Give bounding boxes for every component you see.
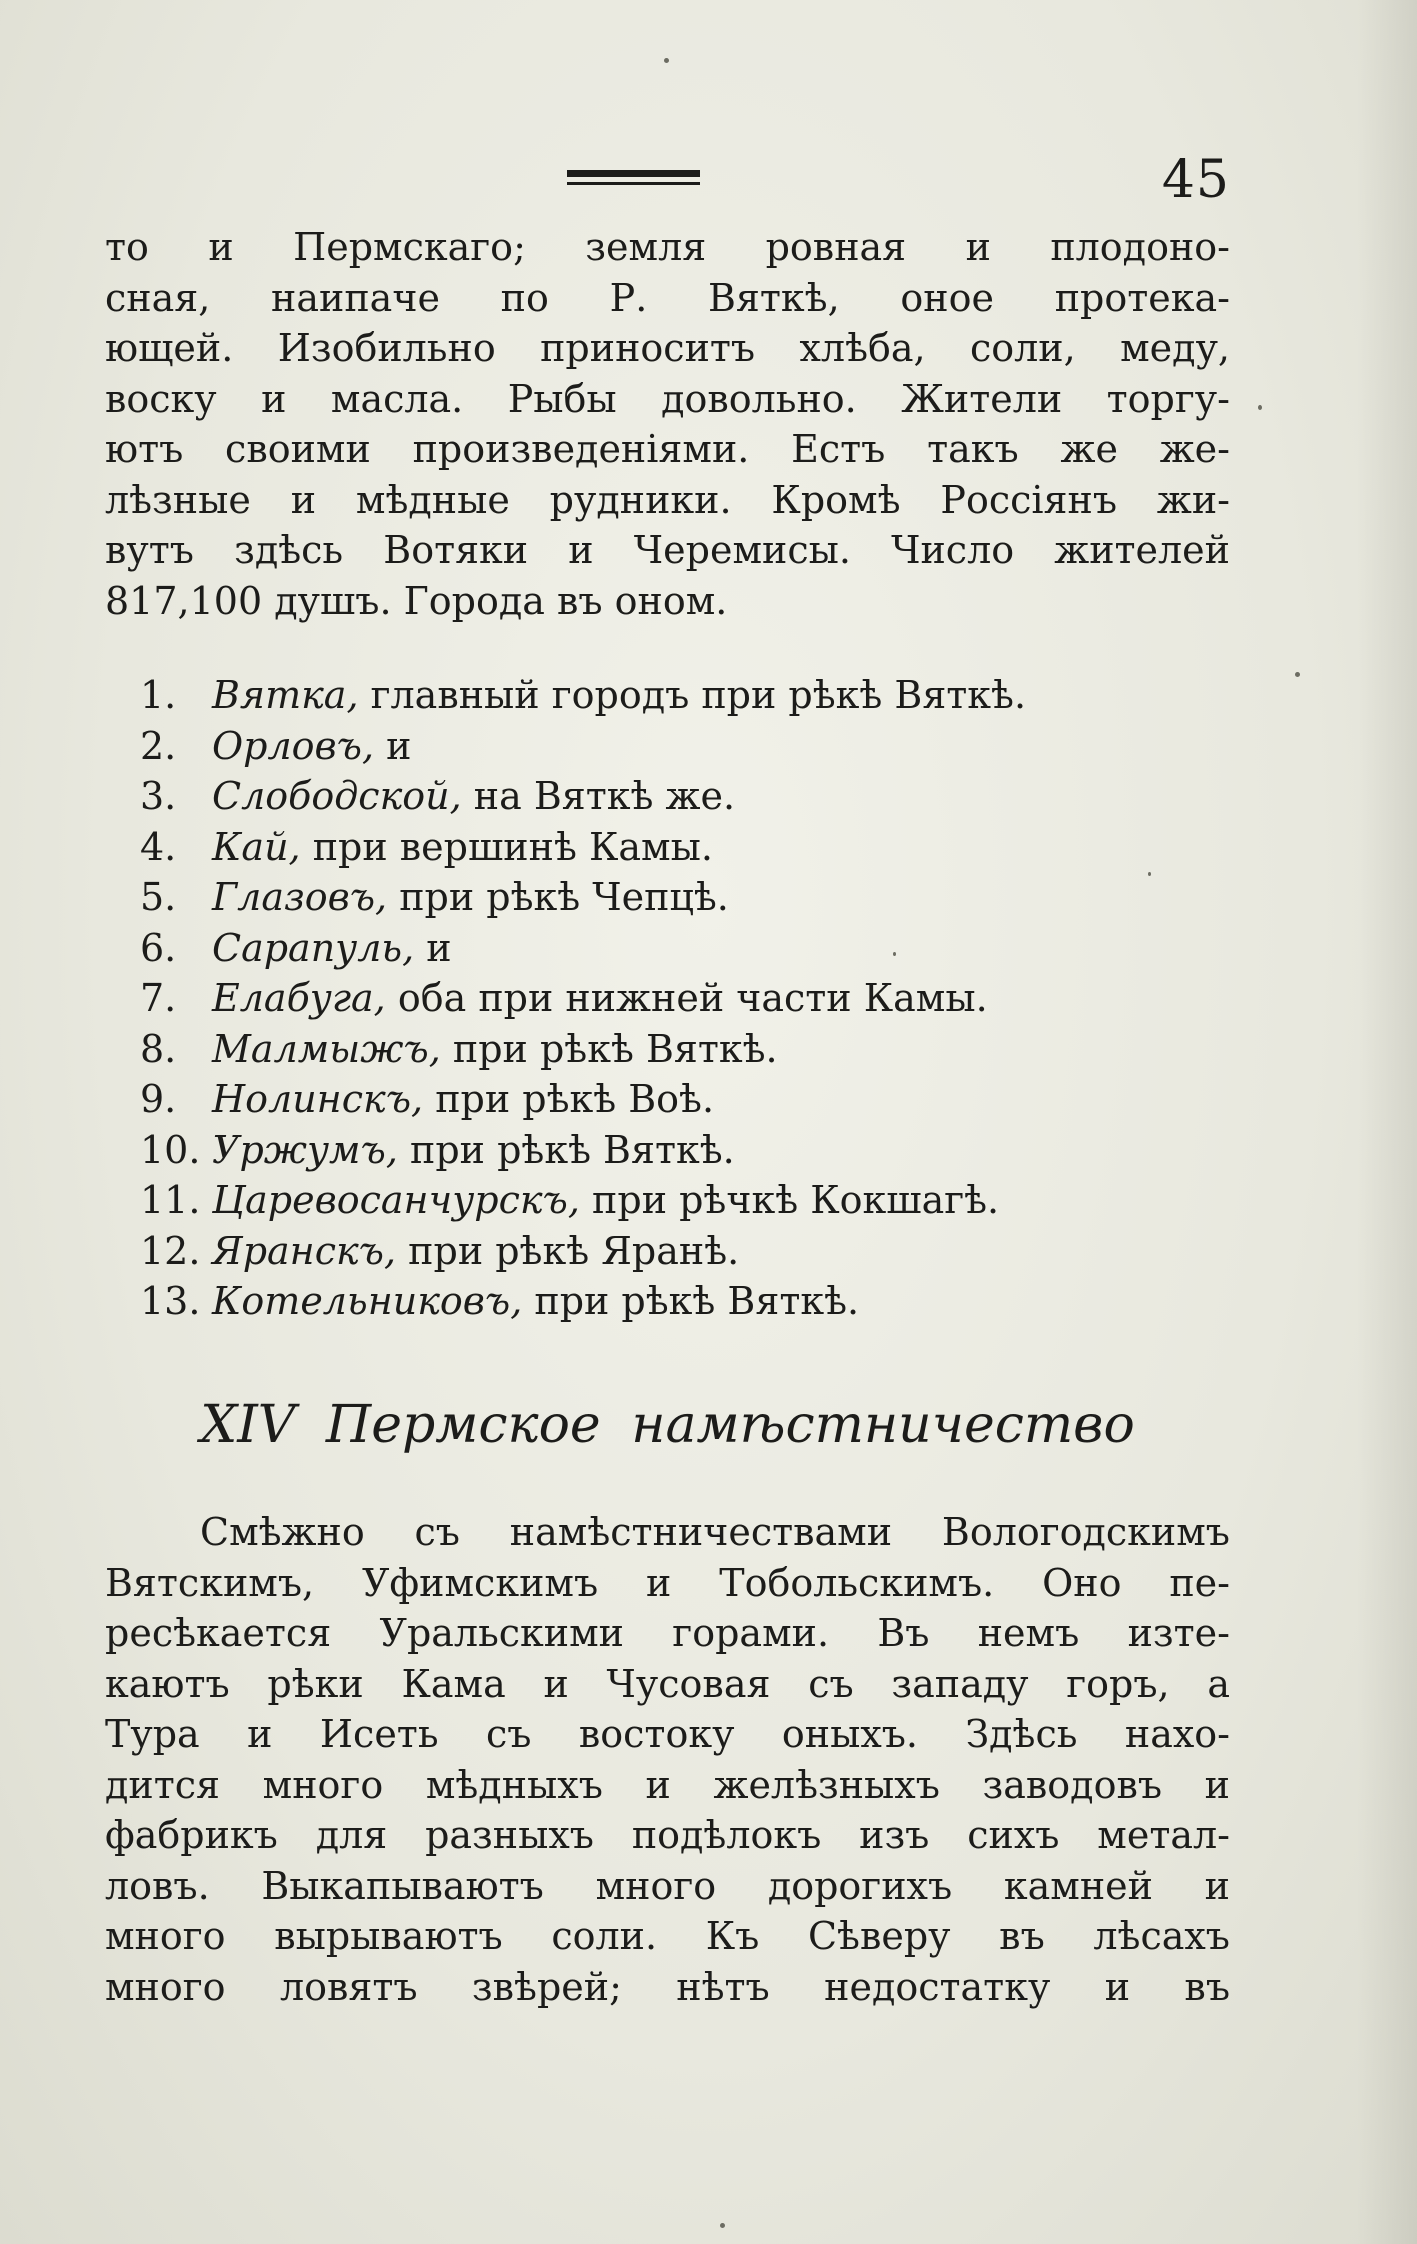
item-number: 4. bbox=[140, 824, 177, 869]
city-name: Кай, bbox=[212, 824, 301, 869]
text-line: сная, наипаче по Р. Вяткѣ, оное протека- bbox=[105, 275, 1230, 320]
text-line: Тура и Исеть съ востоку оныхъ. Здѣсь нахо- bbox=[105, 1712, 1230, 1756]
city-description: при рѣкѣ Вяткѣ. bbox=[397, 1127, 735, 1172]
city-name: Орловъ, bbox=[212, 723, 375, 768]
city-description: оба при нижней части Камы. bbox=[385, 976, 988, 1020]
item-number: 8. bbox=[140, 1026, 177, 1071]
list-item bbox=[140, 973, 1190, 1024]
city-description: и bbox=[414, 925, 452, 970]
text-line: ресѣкается Уральскими горами. Въ немъ изте- bbox=[105, 1611, 1230, 1655]
list-item bbox=[140, 721, 1190, 772]
list-item bbox=[140, 1276, 1190, 1327]
city-name: Вятка, bbox=[212, 673, 359, 717]
speck bbox=[1148, 872, 1151, 876]
speck bbox=[664, 58, 669, 63]
list-item bbox=[140, 1125, 1190, 1176]
list-item bbox=[140, 872, 1190, 923]
item-number: 12. bbox=[140, 1228, 201, 1273]
city-name: Малмыжъ, bbox=[212, 1026, 441, 1071]
paragraph-vyatka bbox=[105, 222, 1230, 626]
text-line: вутъ здѣсь Вотяки и Черемисы. Число жителей bbox=[105, 528, 1230, 572]
text-line: лѣзные и мѣдные рудники. Кромѣ Россiянъ жи- bbox=[105, 477, 1230, 522]
city-description: при рѣкѣ Яранѣ. bbox=[396, 1228, 740, 1273]
section-heading: XIV Пермское намѣстничество bbox=[200, 1395, 1135, 1455]
city-description: при рѣкѣ Чепцѣ. bbox=[387, 875, 729, 919]
list-item bbox=[140, 1175, 1190, 1226]
text-line: Смѣжно съ намѣстничествами Вологодскимъ bbox=[200, 1510, 1230, 1554]
list-item bbox=[140, 771, 1190, 822]
header-rule-thick bbox=[567, 170, 700, 177]
text-line: много вырываютъ соли. Къ Сѣверу въ лѣсахъ bbox=[105, 1914, 1230, 1958]
city-description: при вершинѣ Камы. bbox=[300, 824, 713, 869]
text-line: дится много мѣдныхъ и желѣзныхъ заводовъ и bbox=[105, 1762, 1230, 1807]
item-number: 11. bbox=[140, 1178, 201, 1222]
paragraph-perm bbox=[105, 1507, 1230, 2012]
city-name: Нолинскъ, bbox=[212, 1077, 424, 1121]
item-number: 3. bbox=[140, 774, 177, 818]
text-line: 817,100 душъ. Города въ оном. bbox=[105, 578, 728, 623]
list-item bbox=[140, 1226, 1190, 1277]
text-line: ютъ своими произведенiями. Естъ такъ же же- bbox=[105, 427, 1230, 471]
city-name: Слободской, bbox=[212, 774, 462, 818]
item-number: 10. bbox=[140, 1127, 201, 1172]
text-line: воску и масла. Рыбы довольно. Жители торгу- bbox=[105, 376, 1230, 421]
list-item bbox=[140, 923, 1190, 974]
city-name: Уржумъ, bbox=[212, 1127, 398, 1172]
city-name: Котельниковъ, bbox=[212, 1279, 523, 1323]
city-description: главный городъ при рѣкѣ Вяткѣ. bbox=[358, 673, 1027, 717]
speck bbox=[893, 952, 896, 956]
city-name: Сарапуль, bbox=[212, 925, 415, 970]
text-line: фабрикъ для разныхъ подѣлокъ изъ сихъ метал- bbox=[105, 1813, 1230, 1857]
city-description: при рѣчкѣ Кокшагѣ. bbox=[579, 1178, 1000, 1222]
list-item bbox=[140, 1074, 1190, 1125]
text-line: ловъ. Выкапываютъ много дорогихъ камней и bbox=[105, 1863, 1230, 1908]
city-description: и bbox=[374, 723, 412, 768]
item-number: 13. bbox=[140, 1279, 201, 1323]
item-number: 5. bbox=[140, 875, 177, 919]
header-rule bbox=[567, 170, 700, 190]
list-item bbox=[140, 822, 1190, 873]
text-line: Вятскимъ, Уфимскимъ и Тобольскимъ. Оно пе- bbox=[105, 1560, 1230, 1605]
item-number: 9. bbox=[140, 1077, 177, 1121]
city-name: Глазовъ, bbox=[212, 875, 388, 919]
city-description: при рѣкѣ Вяткѣ. bbox=[440, 1026, 778, 1071]
city-list bbox=[140, 670, 1190, 1327]
item-number: 6. bbox=[140, 925, 177, 970]
speck bbox=[1258, 405, 1262, 410]
list-item bbox=[140, 1024, 1190, 1075]
item-number: 2. bbox=[140, 723, 177, 768]
city-description: при рѣкѣ Вяткѣ. bbox=[522, 1279, 860, 1323]
city-name: Елабуга, bbox=[212, 976, 386, 1020]
header-rule-thin bbox=[567, 182, 700, 185]
city-description: при рѣкѣ Воѣ. bbox=[423, 1077, 715, 1121]
text-line: каютъ рѣки Кама и Чусовая съ западу горъ, а bbox=[105, 1661, 1230, 1706]
speck bbox=[1295, 672, 1300, 677]
page-number: 45 bbox=[1161, 150, 1230, 210]
text-line: ющей. Изобильно приноситъ хлѣба, соли, меду, bbox=[105, 326, 1230, 370]
list-item bbox=[140, 670, 1190, 721]
page-edge-shadow bbox=[1357, 0, 1417, 2244]
text-line: много ловятъ звѣрей; нѣтъ недостатку и въ bbox=[105, 1964, 1230, 2009]
city-name: Царевосанчурскъ, bbox=[212, 1178, 580, 1222]
item-number: 7. bbox=[140, 976, 177, 1020]
item-number: 1. bbox=[140, 673, 177, 717]
text-line: то и Пермскаго; земля ровная и плодоно- bbox=[105, 225, 1230, 269]
city-name: Яранскъ, bbox=[212, 1228, 397, 1273]
speck bbox=[720, 2223, 725, 2228]
city-description: на Вяткѣ же. bbox=[461, 774, 736, 818]
